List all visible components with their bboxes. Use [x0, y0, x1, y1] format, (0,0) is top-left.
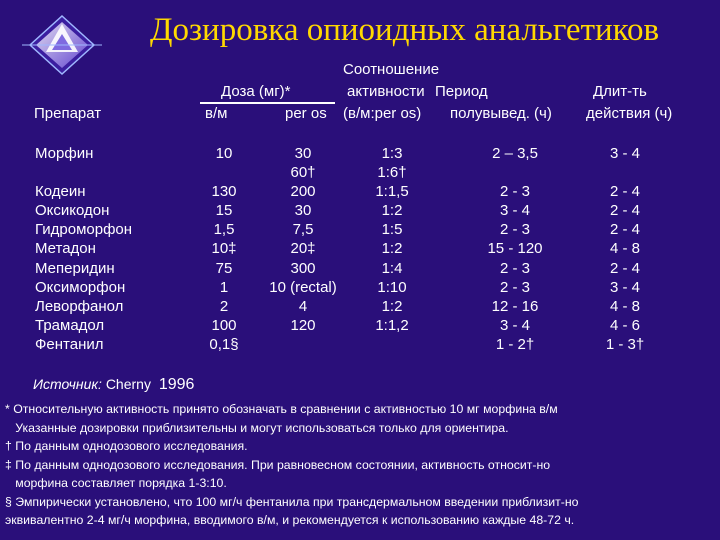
halflife-cell: 2 – 3,5 — [492, 145, 538, 162]
header-period-bot: полувывед. (ч) — [450, 105, 552, 122]
drug-name-cell — [35, 163, 132, 182]
iv-dose-cell: 130 — [211, 183, 237, 201]
header-iv: в/м — [205, 105, 228, 122]
duration-cell: 2 - 4 — [609, 202, 640, 220]
duration-cell: 2 - 4 — [609, 259, 640, 277]
halflife-cell: 3 - 4 — [499, 316, 530, 334]
duration-cell: 4 - 6 — [609, 316, 640, 334]
ratio-column — [355, 144, 429, 354]
drug-name-cell: Оксиморфон — [35, 278, 126, 296]
iv-dose-cell: 0,1§ — [209, 335, 239, 353]
iv-dose-cell: 10‡ — [211, 240, 237, 258]
po-dose-cell: 7,5 — [292, 221, 314, 239]
header-duration-mid: Длит-ть — [593, 83, 647, 100]
page-title: Дозировка опиоидных анальгетиков — [150, 12, 660, 48]
halflife-cell: 2 - 3 — [499, 259, 530, 277]
drug-name-cell: Трамадол — [35, 316, 105, 334]
drug-name-cell: Фентанил — [35, 335, 104, 353]
ratio-cell: 1:2 — [381, 240, 403, 258]
iv-column — [188, 144, 260, 354]
halflife-cell: 2 - 3 — [499, 221, 530, 239]
footnote-line: морфина составляет порядка 1-3:10. — [5, 476, 227, 490]
source-label: Источник: — [33, 376, 102, 392]
footnote-line: ‡ По данным однодозового исследования. При равновесном состоянии, активность относит-но — [5, 457, 551, 472]
duration-cell: 4 - 8 — [609, 240, 640, 258]
header-drug: Препарат — [34, 105, 102, 122]
iv-dose-cell: 15 — [215, 202, 233, 220]
source-year: 1996 — [158, 376, 195, 393]
halflife-cell: 2 - 3 — [499, 183, 530, 201]
ratio-cell: 1:2 — [381, 202, 403, 220]
duration-cell: 1 - 3† — [605, 335, 645, 353]
po-dose-cell: 30 — [294, 202, 312, 220]
po-dose-cell: 20‡ — [290, 240, 316, 258]
duration-column — [580, 144, 670, 354]
drug-name-cell: Кодеин — [35, 183, 86, 201]
iv-dose-cell: 100 — [211, 316, 237, 334]
drug-name-cell: Морфин — [35, 145, 94, 162]
po-dose-cell: 60† — [290, 164, 316, 182]
iv-dose-cell: 2 — [219, 297, 229, 315]
header-period-mid: Период — [435, 83, 488, 100]
footnotes — [5, 400, 717, 530]
header-ratio-mid: активности — [347, 83, 425, 100]
drug-name-cell: Меперидин — [35, 259, 115, 277]
po-dose-cell: 30 — [294, 145, 312, 162]
header-dose-underline — [200, 102, 335, 104]
halflife-cell: 1 - 2† — [495, 335, 535, 353]
drug-name-cell: Леворфанол — [35, 297, 124, 315]
ratio-cell: 1:1,2 — [375, 316, 409, 334]
header-duration-bot: действия (ч) — [586, 105, 673, 122]
ratio-cell — [355, 335, 429, 354]
iv-dose-cell: 10 — [215, 145, 233, 162]
drug-column — [35, 144, 132, 354]
duration-cell: 3 - 4 — [609, 278, 640, 296]
drug-name-cell: Гидроморфон — [35, 221, 133, 239]
duration-cell: 3 - 4 — [609, 145, 640, 162]
po-dose-cell: 300 — [290, 259, 316, 277]
duration-cell: 2 - 4 — [609, 221, 640, 239]
ratio-cell: 1:2 — [381, 297, 403, 315]
po-column — [258, 144, 348, 354]
halflife-cell: 12 - 16 — [491, 297, 539, 315]
footnote-line: § Эмпирически установлено, что 100 мг/ч фентанила при трансдермальном введении приблизит-но — [5, 494, 579, 509]
iv-dose-cell: 1 — [219, 278, 229, 296]
po-dose-cell: 10 (rectal) — [269, 278, 337, 296]
duration-cell: 2 - 4 — [609, 183, 640, 201]
header-ratio-top: Соотношение — [343, 61, 440, 78]
iv-dose-cell: 1,5 — [213, 221, 235, 239]
po-dose-cell: 120 — [290, 316, 316, 334]
duration-cell — [580, 163, 670, 182]
diamond-logo-icon — [22, 14, 102, 76]
source-line — [33, 376, 194, 394]
ratio-cell: 1:3 — [381, 145, 403, 162]
header-ratio-bot: (в/м:per os) — [343, 105, 422, 122]
po-dose-cell — [258, 335, 348, 354]
halflife-cell: 15 - 120 — [487, 240, 543, 258]
header-dose: Доза (мг)* — [221, 83, 291, 100]
footnote-line: † По данным однодозового исследования. — [5, 439, 248, 453]
header-po: per os — [285, 105, 327, 122]
po-dose-cell: 200 — [290, 183, 316, 201]
iv-dose-cell — [188, 163, 260, 182]
halflife-cell: 2 - 3 — [499, 278, 530, 296]
source-author: Cherny — [105, 376, 151, 392]
halflife-cell — [465, 163, 565, 182]
footnote-line: * Относительную активность принято обозначать в сравнении с активностью 10 мг морфина в/м — [5, 402, 558, 416]
duration-cell: 4 - 8 — [609, 297, 640, 315]
halflife-column — [465, 144, 565, 354]
drug-name-cell: Метадон — [35, 240, 96, 258]
ratio-cell: 1:1,5 — [375, 183, 409, 201]
ratio-cell: 1:6† — [377, 164, 407, 182]
halflife-cell: 3 - 4 — [499, 202, 530, 220]
ratio-cell: 1:4 — [381, 259, 403, 277]
drug-name-cell: Оксикодон — [35, 202, 110, 220]
footnote-line: эквивалентно 2-4 мг/ч морфина, вводимого в/м, и рекомендуется к использованию каждые 48-72 ч. — [5, 513, 575, 527]
ratio-cell: 1:10 — [377, 278, 407, 296]
ratio-cell: 1:5 — [381, 221, 403, 239]
po-dose-cell: 4 — [298, 297, 308, 315]
iv-dose-cell: 75 — [215, 259, 233, 277]
footnote-line: Указанные дозировки приблизительны и могут использоваться только для ориентира. — [5, 420, 509, 435]
